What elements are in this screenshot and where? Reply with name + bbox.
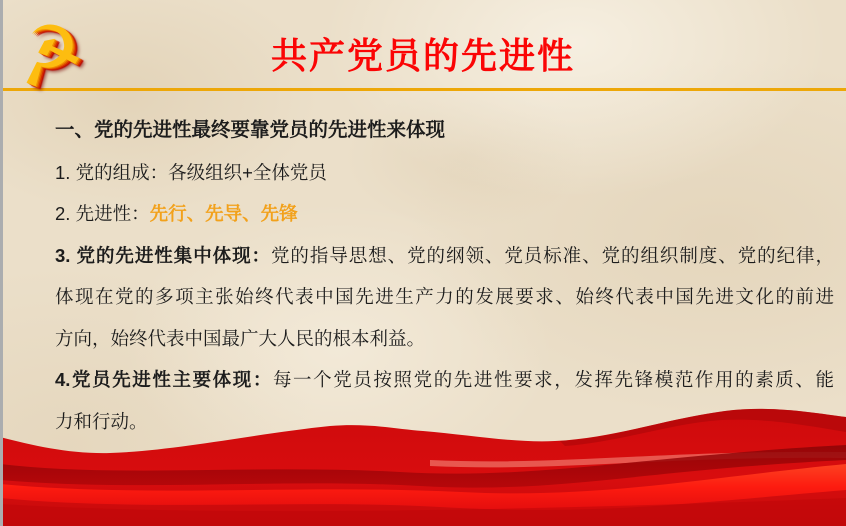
party-emblem-icon: ☭ (4, 3, 94, 107)
item-4-line-2: 力和行动。 (55, 410, 148, 432)
item-3-line-3: 方向，始终代表中国最广大人民的根本利益。 (55, 327, 426, 349)
red-ribbon-graphic (0, 400, 846, 526)
item-2-prefix: 2. 先进性： (55, 203, 150, 224)
item-2-highlight: 先行、先导、先锋 (149, 203, 298, 224)
title-divider (3, 88, 846, 91)
item-4-lead: 4.党员先进性主要体现： (55, 369, 273, 390)
item-3-lead: 3. 党的先进性集中体现： (55, 244, 271, 266)
item-4-text-1: 每一个党员按照党的先进性要求，发挥先锋模范作用的素质、能 (272, 369, 834, 390)
item-4-line-1 (55, 359, 834, 401)
item-3-line-1 (55, 235, 834, 277)
item-1-line: 1. 党的组成：各级组织+全体党员 (55, 161, 327, 183)
item-3-text-1: 党的指导思想、党的纲领、党员标准、党的组织制度、党的纪律， (270, 244, 834, 266)
slide-title: 共产党员的先进性 (270, 35, 575, 76)
heading-line: 一、党的先进性最终要靠党员的先进性来体现 (55, 119, 446, 141)
window-edge (0, 0, 3, 526)
item-3-line-2: 体现在党的多项主张始终代表中国先进生产力的发展要求、始终代表中国先进文化的前进 (55, 286, 834, 307)
item-2-line (55, 193, 834, 235)
slide-body (55, 110, 834, 442)
